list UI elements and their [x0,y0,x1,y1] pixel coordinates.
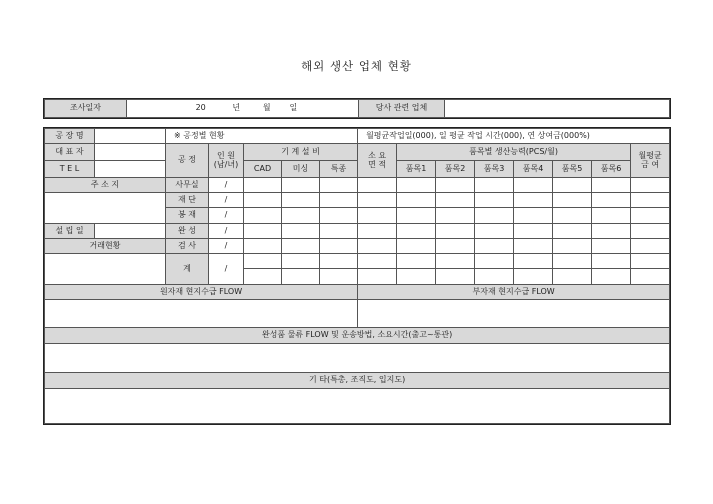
raw-material-flow-field[interactable] [45,300,358,328]
data-cell[interactable] [475,239,514,254]
data-cell[interactable] [397,269,436,285]
data-cell[interactable] [320,178,358,193]
data-cell[interactable] [631,239,670,254]
data-cell[interactable] [553,239,592,254]
sub-material-flow-label: 부자재 현지수급 FLOW [358,285,670,300]
special-label: 특종 [320,161,358,178]
data-cell[interactable] [514,269,553,285]
process-sewing-label: 봉 재 [166,208,209,224]
data-cell[interactable] [358,269,397,285]
process-status-label: ※ 공정별 현황 [166,129,358,144]
process-inspection-label: 검 사 [166,239,209,254]
date-day-unit: 일 [289,103,298,113]
data-cell[interactable] [553,224,592,239]
data-cell[interactable] [592,254,631,269]
item-3-label: 품목3 [475,161,514,178]
etc-field[interactable] [45,389,670,424]
established-field[interactable] [95,224,166,239]
data-cell[interactable] [397,224,436,239]
data-cell[interactable] [631,269,670,285]
established-label: 설 립 일 [45,224,95,239]
data-cell[interactable] [631,224,670,239]
data-cell[interactable] [358,193,397,208]
staff-label: 인 원 (남/녀) [209,144,244,178]
factory-name-label: 공 장 명 [45,129,95,144]
monthly-info-label: 월평균작업일(000), 일 평균 작업 시간(000), 연 상여금(000%) [358,129,670,144]
page-title: 해외 생산 업체 현황 [301,59,412,73]
data-cell[interactable] [244,224,282,239]
capacity-label: 품목별 생산능력(PCS/월) [397,144,631,161]
process-office-label: 사무실 [166,178,209,193]
data-cell[interactable] [244,269,282,285]
process-finishing-label: 완 성 [166,224,209,239]
factory-status-table [44,128,670,424]
data-cell[interactable] [282,178,320,193]
data-cell[interactable] [320,239,358,254]
data-cell[interactable] [514,254,553,269]
data-cell[interactable] [397,178,436,193]
date-year-unit: 년 [232,103,241,113]
raw-material-flow-label: 원자재 현지수급 FLOW [45,285,358,300]
ceo-label: 대 표 자 [45,144,95,161]
data-cell[interactable] [358,178,397,193]
data-cell[interactable] [436,254,475,269]
data-cell[interactable] [244,178,282,193]
data-cell[interactable] [553,208,592,224]
data-cell[interactable] [475,254,514,269]
process-label: 공 정 [166,144,209,178]
finished-goods-flow-label: 완성품 물류 FLOW 및 운송방법, 소요시간(출고~통관) [45,328,670,344]
process-cutting-label: 재 단 [166,193,209,208]
data-cell[interactable] [282,269,320,285]
data-cell[interactable] [631,208,670,224]
data-cell[interactable] [358,239,397,254]
data-cell[interactable] [282,193,320,208]
data-cell[interactable] [592,224,631,239]
data-cell[interactable] [514,208,553,224]
data-cell[interactable] [592,193,631,208]
data-cell[interactable] [320,208,358,224]
data-cell[interactable] [244,254,282,269]
staff-cell[interactable]: / [209,254,244,285]
data-cell[interactable] [397,193,436,208]
related-company-field[interactable] [445,100,670,118]
data-cell[interactable] [282,254,320,269]
data-cell[interactable] [436,239,475,254]
data-cell[interactable] [592,239,631,254]
data-cell[interactable] [244,193,282,208]
process-total-label: 계 [166,254,209,285]
data-cell[interactable] [475,178,514,193]
data-cell[interactable] [514,224,553,239]
data-cell[interactable] [320,224,358,239]
data-cell[interactable] [358,208,397,224]
data-cell[interactable] [436,193,475,208]
data-cell[interactable] [475,208,514,224]
item-5-label: 품목5 [553,161,592,178]
data-cell[interactable] [397,239,436,254]
sewing-label: 미싱 [282,161,320,178]
survey-date-label: 조사일자 [45,100,127,118]
data-cell[interactable] [631,178,670,193]
data-cell[interactable] [592,269,631,285]
staff-cell[interactable]: / [209,208,244,224]
data-cell[interactable] [436,269,475,285]
staff-cell[interactable]: / [209,239,244,254]
data-cell[interactable] [475,193,514,208]
data-cell[interactable] [553,193,592,208]
data-cell[interactable] [592,208,631,224]
item-2-label: 품목2 [436,161,475,178]
data-cell[interactable] [553,178,592,193]
item-4-label: 품목4 [514,161,553,178]
data-cell[interactable] [358,254,397,269]
date-year-prefix: 20 [195,103,206,113]
data-cell[interactable] [282,208,320,224]
survey-header-table [44,99,670,118]
data-cell[interactable] [436,208,475,224]
data-cell[interactable] [436,178,475,193]
date-month-unit: 월 [262,103,271,113]
staff-cell[interactable]: / [209,193,244,208]
sub-material-flow-field[interactable] [358,300,670,328]
data-cell[interactable] [514,178,553,193]
tel-field[interactable] [95,161,166,178]
data-cell[interactable] [631,254,670,269]
clients-field[interactable] [45,254,166,285]
data-cell[interactable] [397,208,436,224]
data-cell[interactable] [553,269,592,285]
data-cell[interactable] [631,193,670,208]
data-cell[interactable] [244,208,282,224]
related-company-label: 당사 관련 업체 [359,100,445,118]
data-cell[interactable] [320,269,358,285]
cad-label: CAD [244,161,282,178]
finished-goods-flow-field[interactable] [45,344,670,373]
staff-cell[interactable]: / [209,224,244,239]
area-label: 소 요 면 적 [358,144,397,178]
data-cell[interactable] [282,239,320,254]
wage-label: 월평균 금 여 [631,144,670,178]
tel-label: T E L [45,161,95,178]
data-cell[interactable] [244,239,282,254]
ceo-field[interactable] [95,144,166,161]
data-cell[interactable] [358,224,397,239]
address-field[interactable] [45,193,166,224]
data-cell[interactable] [397,254,436,269]
staff-cell[interactable]: / [209,178,244,193]
data-cell[interactable] [282,224,320,239]
item-1-label: 품목1 [397,161,436,178]
etc-label: 기 타(특총, 조직도, 입지도) [45,373,670,389]
clients-label: 거래현황 [45,239,166,254]
address-label: 주 소 지 [45,178,166,193]
item-6-label: 품목6 [592,161,631,178]
data-cell[interactable] [320,254,358,269]
data-cell[interactable] [320,193,358,208]
data-cell[interactable] [514,239,553,254]
survey-date-field[interactable] [127,100,359,118]
data-cell[interactable] [553,254,592,269]
data-cell[interactable] [592,178,631,193]
data-cell[interactable] [475,224,514,239]
data-cell[interactable] [514,193,553,208]
data-cell[interactable] [475,269,514,285]
factory-name-field[interactable] [95,129,166,144]
machine-label: 기 계 설 비 [244,144,358,161]
data-cell[interactable] [436,224,475,239]
